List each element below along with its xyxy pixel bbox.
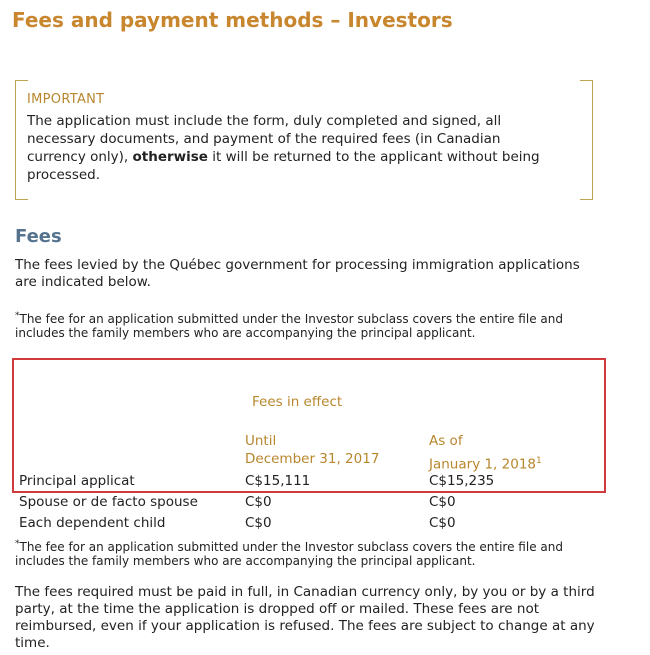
- row-fee-2017-child: C$0: [245, 515, 272, 531]
- note-text: The fee for an application submitted under the Investor subclass covers the entire file and includes the family members who are accompanying the principal applicant.: [15, 540, 563, 568]
- fee-table-caption: Fees in effect: [252, 394, 343, 410]
- important-heading: IMPORTANT: [27, 92, 105, 107]
- col-header-2017-line1: Until: [245, 433, 277, 449]
- col-header-2018-line1: As of: [429, 433, 463, 449]
- important-text: [27, 112, 547, 184]
- note-marker: *: [15, 311, 20, 321]
- notice-bracket-right: [580, 80, 593, 200]
- note-text: The fee for an application submitted under the Investor subclass covers the entire file and includes the family members who are accompanying the principal applicant.: [15, 312, 563, 340]
- important-text-emphasis: otherwise: [132, 149, 208, 165]
- important-text-start: The application must include the form, duly completed and signed, all necessary documents, and payment of the required fees (in Canadian currency only),: [27, 113, 502, 165]
- fees-intro: The fees levied by the Québec government for processing immigration applications are indicated below.: [15, 257, 580, 290]
- col-header-2017-line2: December 31, 2017: [245, 451, 380, 467]
- row-fee-2017-principal: C$15,111: [245, 473, 311, 489]
- payment-info: The fees required must be paid in full, in Canadian currency only, by you or by a third party, at the time the application is dropped off or mailed. These fees are not reimbursed, even if your application is refused. The fees are subject to change at any time.: [15, 584, 595, 651]
- col-header-2018-line2: [429, 452, 542, 474]
- page-title: Fees and payment methods – Investors: [12, 8, 453, 32]
- note-marker: *: [15, 539, 20, 549]
- row-fee-2018-principal: C$15,235: [429, 473, 495, 489]
- fees-section-title: Fees: [15, 226, 62, 247]
- fee-note-bottom: [15, 537, 615, 568]
- row-fee-2017-spouse: C$0: [245, 494, 272, 510]
- row-label-child: Each dependent child: [19, 515, 166, 531]
- row-label-spouse: Spouse or de facto spouse: [19, 494, 198, 510]
- col-header-2018-date: January 1, 2018: [429, 456, 536, 473]
- important-text-end: it will be returned to the applicant without being processed.: [27, 149, 540, 183]
- fee-note-top: [15, 309, 615, 340]
- important-notice: [15, 80, 593, 198]
- footnote-ref: 1: [536, 456, 542, 466]
- row-label-principal: Principal applicat: [19, 473, 135, 489]
- row-fee-2018-spouse: C$0: [429, 494, 456, 510]
- row-fee-2018-child: C$0: [429, 515, 456, 531]
